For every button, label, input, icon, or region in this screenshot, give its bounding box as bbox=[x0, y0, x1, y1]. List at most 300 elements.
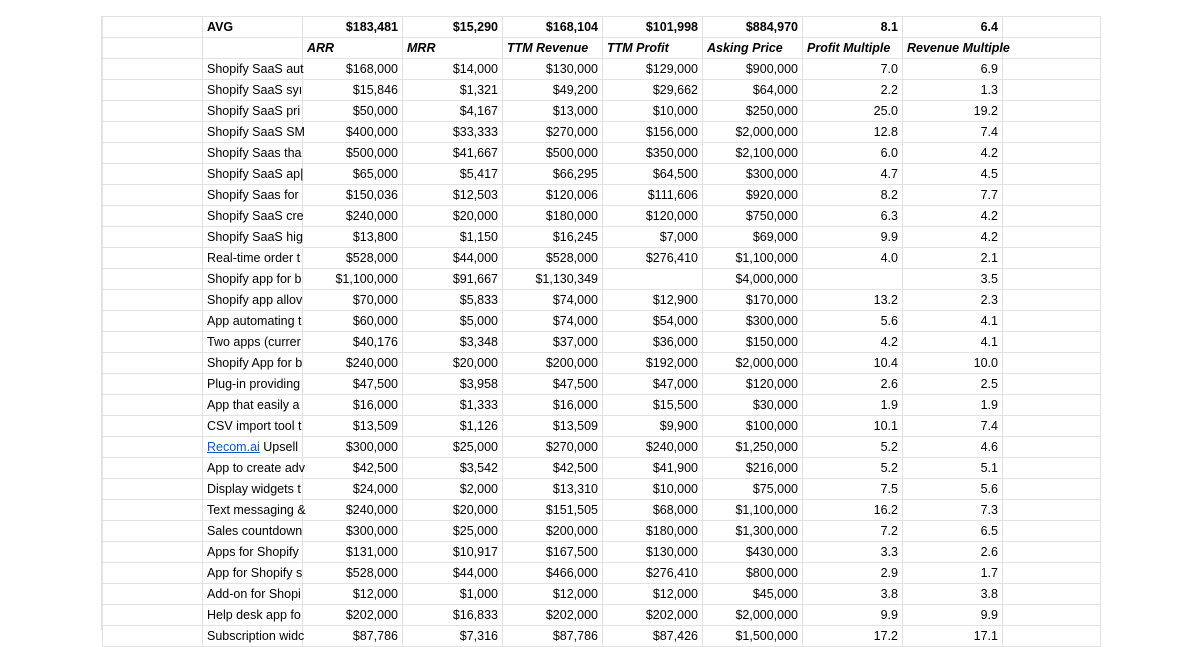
description-cell[interactable] bbox=[203, 437, 303, 458]
ttm-profit-cell[interactable]: $111,606 bbox=[603, 185, 703, 206]
arr-cell[interactable]: $87,786 bbox=[303, 626, 403, 647]
profit-multiple-cell[interactable]: 4.7 bbox=[803, 164, 903, 185]
arr-cell[interactable]: $13,509 bbox=[303, 416, 403, 437]
cell[interactable] bbox=[103, 332, 203, 353]
ttm-revenue-cell[interactable]: $12,000 bbox=[503, 584, 603, 605]
ttm-revenue-cell[interactable]: $16,000 bbox=[503, 395, 603, 416]
arr-cell[interactable]: $47,500 bbox=[303, 374, 403, 395]
asking-price-cell[interactable]: $900,000 bbox=[703, 59, 803, 80]
description-cell[interactable]: Shopify SaaS SM bbox=[203, 122, 303, 143]
cell[interactable] bbox=[1003, 143, 1101, 164]
asking-price-cell[interactable]: $2,100,000 bbox=[703, 143, 803, 164]
revenue-multiple-cell[interactable]: 7.4 bbox=[903, 416, 1003, 437]
profit-multiple-cell[interactable]: 10.1 bbox=[803, 416, 903, 437]
arr-cell[interactable]: $528,000 bbox=[303, 248, 403, 269]
cell[interactable] bbox=[1003, 458, 1101, 479]
description-cell[interactable]: App that easily a bbox=[203, 395, 303, 416]
cell[interactable] bbox=[1003, 59, 1101, 80]
ttm-profit-cell[interactable]: $12,000 bbox=[603, 584, 703, 605]
asking-price-cell[interactable]: $69,000 bbox=[703, 227, 803, 248]
profit-multiple-cell[interactable]: 5.2 bbox=[803, 437, 903, 458]
mrr-cell[interactable]: $1,000 bbox=[403, 584, 503, 605]
ttm-revenue-cell[interactable]: $49,200 bbox=[503, 80, 603, 101]
ttm-revenue-cell[interactable]: $167,500 bbox=[503, 542, 603, 563]
ttm-profit-cell[interactable]: $276,410 bbox=[603, 563, 703, 584]
description-cell[interactable]: Display widgets t bbox=[203, 479, 303, 500]
header-ttm-revenue[interactable]: TTM Revenue bbox=[503, 38, 603, 59]
description-cell[interactable]: Shopify SaaS syı bbox=[203, 80, 303, 101]
arr-cell[interactable]: $240,000 bbox=[303, 206, 403, 227]
description-cell[interactable]: Subscription widc bbox=[203, 626, 303, 647]
mrr-cell[interactable]: $14,000 bbox=[403, 59, 503, 80]
revenue-multiple-cell[interactable]: 19.2 bbox=[903, 101, 1003, 122]
description-cell[interactable]: Shopify Saas tha bbox=[203, 143, 303, 164]
cell[interactable] bbox=[1003, 101, 1101, 122]
description-cell[interactable]: Shopify app allov bbox=[203, 290, 303, 311]
mrr-cell[interactable]: $10,917 bbox=[403, 542, 503, 563]
revenue-multiple-cell[interactable]: 7.3 bbox=[903, 500, 1003, 521]
ttm-revenue-cell[interactable]: $74,000 bbox=[503, 290, 603, 311]
cell[interactable] bbox=[1003, 185, 1101, 206]
cell[interactable] bbox=[103, 542, 203, 563]
cell[interactable] bbox=[1003, 437, 1101, 458]
arr-cell[interactable]: $1,100,000 bbox=[303, 269, 403, 290]
ttm-revenue-cell[interactable]: $120,006 bbox=[503, 185, 603, 206]
ttm-profit-cell[interactable]: $192,000 bbox=[603, 353, 703, 374]
avg-label[interactable]: AVG bbox=[203, 17, 303, 38]
cell[interactable] bbox=[103, 185, 203, 206]
cell[interactable] bbox=[1003, 38, 1101, 59]
cell[interactable] bbox=[103, 458, 203, 479]
asking-price-cell[interactable]: $150,000 bbox=[703, 332, 803, 353]
description-cell[interactable]: Sales countdown bbox=[203, 521, 303, 542]
ttm-revenue-cell[interactable]: $47,500 bbox=[503, 374, 603, 395]
arr-cell[interactable]: $24,000 bbox=[303, 479, 403, 500]
profit-multiple-cell[interactable]: 13.2 bbox=[803, 290, 903, 311]
cell[interactable] bbox=[1003, 269, 1101, 290]
arr-cell[interactable]: $400,000 bbox=[303, 122, 403, 143]
asking-price-cell[interactable]: $250,000 bbox=[703, 101, 803, 122]
mrr-cell[interactable]: $1,333 bbox=[403, 395, 503, 416]
mrr-cell[interactable]: $3,348 bbox=[403, 332, 503, 353]
revenue-multiple-cell[interactable]: 10.0 bbox=[903, 353, 1003, 374]
asking-price-cell[interactable]: $1,100,000 bbox=[703, 500, 803, 521]
asking-price-cell[interactable]: $300,000 bbox=[703, 311, 803, 332]
revenue-multiple-cell[interactable]: 4.2 bbox=[903, 206, 1003, 227]
avg-mrr[interactable]: $15,290 bbox=[403, 17, 503, 38]
cell[interactable] bbox=[1003, 332, 1101, 353]
cell[interactable] bbox=[103, 605, 203, 626]
profit-multiple-cell[interactable]: 3.8 bbox=[803, 584, 903, 605]
arr-cell[interactable]: $131,000 bbox=[303, 542, 403, 563]
asking-price-cell[interactable]: $2,000,000 bbox=[703, 353, 803, 374]
description-cell[interactable]: Help desk app fo bbox=[203, 605, 303, 626]
ttm-revenue-cell[interactable]: $180,000 bbox=[503, 206, 603, 227]
cell[interactable] bbox=[1003, 227, 1101, 248]
ttm-revenue-cell[interactable]: $200,000 bbox=[503, 521, 603, 542]
profit-multiple-cell[interactable]: 7.0 bbox=[803, 59, 903, 80]
ttm-revenue-cell[interactable]: $202,000 bbox=[503, 605, 603, 626]
ttm-profit-cell[interactable]: $180,000 bbox=[603, 521, 703, 542]
ttm-revenue-cell[interactable]: $151,505 bbox=[503, 500, 603, 521]
mrr-cell[interactable]: $3,542 bbox=[403, 458, 503, 479]
mrr-cell[interactable]: $12,503 bbox=[403, 185, 503, 206]
description-cell[interactable]: App to create adv bbox=[203, 458, 303, 479]
cell[interactable] bbox=[103, 164, 203, 185]
ttm-profit-cell[interactable]: $10,000 bbox=[603, 479, 703, 500]
cell[interactable] bbox=[1003, 311, 1101, 332]
header-profit-multiple[interactable]: Profit Multiple bbox=[803, 38, 903, 59]
arr-cell[interactable]: $500,000 bbox=[303, 143, 403, 164]
cell[interactable] bbox=[103, 206, 203, 227]
cell[interactable] bbox=[203, 38, 303, 59]
profit-multiple-cell[interactable]: 5.2 bbox=[803, 458, 903, 479]
mrr-cell[interactable]: $44,000 bbox=[403, 248, 503, 269]
arr-cell[interactable]: $150,036 bbox=[303, 185, 403, 206]
cell[interactable] bbox=[1003, 206, 1101, 227]
profit-multiple-cell[interactable]: 5.6 bbox=[803, 311, 903, 332]
ttm-profit-cell[interactable]: $10,000 bbox=[603, 101, 703, 122]
ttm-revenue-cell[interactable]: $87,786 bbox=[503, 626, 603, 647]
mrr-cell[interactable]: $7,316 bbox=[403, 626, 503, 647]
asking-price-cell[interactable]: $750,000 bbox=[703, 206, 803, 227]
cell[interactable] bbox=[103, 269, 203, 290]
profit-multiple-cell[interactable]: 1.9 bbox=[803, 395, 903, 416]
profit-multiple-cell[interactable]: 2.6 bbox=[803, 374, 903, 395]
cell[interactable] bbox=[1003, 80, 1101, 101]
ttm-revenue-cell[interactable]: $1,130,349 bbox=[503, 269, 603, 290]
asking-price-cell[interactable]: $64,000 bbox=[703, 80, 803, 101]
cell[interactable] bbox=[103, 143, 203, 164]
avg-profit-multiple[interactable]: 8.1 bbox=[803, 17, 903, 38]
revenue-multiple-cell[interactable]: 4.2 bbox=[903, 227, 1003, 248]
revenue-multiple-cell[interactable]: 6.5 bbox=[903, 521, 1003, 542]
ttm-profit-cell[interactable]: $12,900 bbox=[603, 290, 703, 311]
mrr-cell[interactable]: $5,000 bbox=[403, 311, 503, 332]
cell[interactable] bbox=[1003, 122, 1101, 143]
description-cell[interactable]: Plug-in providing bbox=[203, 374, 303, 395]
arr-cell[interactable]: $13,800 bbox=[303, 227, 403, 248]
ttm-profit-cell[interactable] bbox=[603, 269, 703, 290]
ttm-revenue-cell[interactable]: $13,509 bbox=[503, 416, 603, 437]
mrr-cell[interactable]: $3,958 bbox=[403, 374, 503, 395]
profit-multiple-cell[interactable]: 7.2 bbox=[803, 521, 903, 542]
ttm-revenue-cell[interactable]: $500,000 bbox=[503, 143, 603, 164]
revenue-multiple-cell[interactable]: 4.6 bbox=[903, 437, 1003, 458]
ttm-revenue-cell[interactable]: $270,000 bbox=[503, 437, 603, 458]
asking-price-cell[interactable]: $30,000 bbox=[703, 395, 803, 416]
cell[interactable] bbox=[1003, 563, 1101, 584]
revenue-multiple-cell[interactable]: 17.1 bbox=[903, 626, 1003, 647]
asking-price-cell[interactable]: $170,000 bbox=[703, 290, 803, 311]
asking-price-cell[interactable]: $120,000 bbox=[703, 374, 803, 395]
cell[interactable] bbox=[1003, 500, 1101, 521]
mrr-cell[interactable]: $33,333 bbox=[403, 122, 503, 143]
cell[interactable] bbox=[1003, 479, 1101, 500]
revenue-multiple-cell[interactable]: 4.1 bbox=[903, 311, 1003, 332]
cell[interactable] bbox=[103, 479, 203, 500]
cell[interactable] bbox=[103, 101, 203, 122]
arr-cell[interactable]: $12,000 bbox=[303, 584, 403, 605]
mrr-cell[interactable]: $4,167 bbox=[403, 101, 503, 122]
asking-price-cell[interactable]: $100,000 bbox=[703, 416, 803, 437]
revenue-multiple-cell[interactable]: 2.5 bbox=[903, 374, 1003, 395]
revenue-multiple-cell[interactable]: 4.2 bbox=[903, 143, 1003, 164]
ttm-revenue-cell[interactable]: $270,000 bbox=[503, 122, 603, 143]
description-cell[interactable]: Shopify SaaS hig bbox=[203, 227, 303, 248]
avg-ttm-profit[interactable]: $101,998 bbox=[603, 17, 703, 38]
header-asking-price[interactable]: Asking Price bbox=[703, 38, 803, 59]
revenue-multiple-cell[interactable]: 5.1 bbox=[903, 458, 1003, 479]
arr-cell[interactable]: $240,000 bbox=[303, 353, 403, 374]
ttm-revenue-cell[interactable]: $528,000 bbox=[503, 248, 603, 269]
profit-multiple-cell[interactable]: 9.9 bbox=[803, 227, 903, 248]
revenue-multiple-cell[interactable]: 6.9 bbox=[903, 59, 1003, 80]
cell[interactable] bbox=[103, 248, 203, 269]
revenue-multiple-cell[interactable]: 2.3 bbox=[903, 290, 1003, 311]
profit-multiple-cell[interactable]: 16.2 bbox=[803, 500, 903, 521]
mrr-cell[interactable]: $91,667 bbox=[403, 269, 503, 290]
header-revenue-multiple[interactable]: Revenue Multiple bbox=[903, 38, 1003, 59]
revenue-multiple-cell[interactable]: 9.9 bbox=[903, 605, 1003, 626]
arr-cell[interactable]: $50,000 bbox=[303, 101, 403, 122]
cell[interactable] bbox=[1003, 542, 1101, 563]
revenue-multiple-cell[interactable]: 4.5 bbox=[903, 164, 1003, 185]
cell[interactable] bbox=[103, 227, 203, 248]
profit-multiple-cell[interactable]: 4.2 bbox=[803, 332, 903, 353]
profit-multiple-cell[interactable]: 6.3 bbox=[803, 206, 903, 227]
description-cell[interactable]: Shopify SaaS pri bbox=[203, 101, 303, 122]
profit-multiple-cell[interactable]: 6.0 bbox=[803, 143, 903, 164]
ttm-profit-cell[interactable]: $156,000 bbox=[603, 122, 703, 143]
ttm-profit-cell[interactable]: $47,000 bbox=[603, 374, 703, 395]
arr-cell[interactable]: $40,176 bbox=[303, 332, 403, 353]
arr-cell[interactable]: $240,000 bbox=[303, 500, 403, 521]
mrr-cell[interactable]: $41,667 bbox=[403, 143, 503, 164]
cell[interactable] bbox=[1003, 626, 1101, 647]
description-cell[interactable]: Shopify SaaS ap| bbox=[203, 164, 303, 185]
ttm-revenue-cell[interactable]: $130,000 bbox=[503, 59, 603, 80]
cell[interactable] bbox=[1003, 248, 1101, 269]
cell[interactable] bbox=[103, 290, 203, 311]
ttm-profit-cell[interactable]: $276,410 bbox=[603, 248, 703, 269]
asking-price-cell[interactable]: $1,500,000 bbox=[703, 626, 803, 647]
ttm-profit-cell[interactable]: $202,000 bbox=[603, 605, 703, 626]
description-cell[interactable]: Apps for Shopify bbox=[203, 542, 303, 563]
cell[interactable] bbox=[1003, 584, 1101, 605]
cell[interactable] bbox=[103, 17, 203, 38]
profit-multiple-cell[interactable]: 25.0 bbox=[803, 101, 903, 122]
profit-multiple-cell[interactable]: 2.2 bbox=[803, 80, 903, 101]
ttm-revenue-cell[interactable]: $13,310 bbox=[503, 479, 603, 500]
ttm-profit-cell[interactable]: $240,000 bbox=[603, 437, 703, 458]
description-cell[interactable]: Real-time order t bbox=[203, 248, 303, 269]
cell[interactable] bbox=[103, 437, 203, 458]
mrr-cell[interactable]: $44,000 bbox=[403, 563, 503, 584]
asking-price-cell[interactable]: $45,000 bbox=[703, 584, 803, 605]
listing-link[interactable]: Recom.ai bbox=[207, 439, 260, 454]
revenue-multiple-cell[interactable]: 3.8 bbox=[903, 584, 1003, 605]
mrr-cell[interactable]: $20,000 bbox=[403, 500, 503, 521]
revenue-multiple-cell[interactable]: 7.4 bbox=[903, 122, 1003, 143]
description-cell[interactable]: Add-on for Shopi bbox=[203, 584, 303, 605]
ttm-profit-cell[interactable]: $350,000 bbox=[603, 143, 703, 164]
profit-multiple-cell[interactable]: 4.0 bbox=[803, 248, 903, 269]
asking-price-cell[interactable]: $430,000 bbox=[703, 542, 803, 563]
ttm-revenue-cell[interactable]: $74,000 bbox=[503, 311, 603, 332]
header-arr[interactable]: ARR bbox=[303, 38, 403, 59]
cell[interactable] bbox=[103, 395, 203, 416]
ttm-profit-cell[interactable]: $29,662 bbox=[603, 80, 703, 101]
cell[interactable] bbox=[1003, 374, 1101, 395]
cell[interactable] bbox=[1003, 17, 1101, 38]
revenue-multiple-cell[interactable]: 5.6 bbox=[903, 479, 1003, 500]
ttm-profit-cell[interactable]: $7,000 bbox=[603, 227, 703, 248]
arr-cell[interactable]: $528,000 bbox=[303, 563, 403, 584]
mrr-cell[interactable]: $16,833 bbox=[403, 605, 503, 626]
ttm-profit-cell[interactable]: $41,900 bbox=[603, 458, 703, 479]
description-cell[interactable]: Text messaging & bbox=[203, 500, 303, 521]
description-cell[interactable]: CSV import tool t bbox=[203, 416, 303, 437]
ttm-profit-cell[interactable]: $68,000 bbox=[603, 500, 703, 521]
profit-multiple-cell[interactable]: 2.9 bbox=[803, 563, 903, 584]
revenue-multiple-cell[interactable]: 1.7 bbox=[903, 563, 1003, 584]
ttm-revenue-cell[interactable]: $37,000 bbox=[503, 332, 603, 353]
ttm-profit-cell[interactable]: $87,426 bbox=[603, 626, 703, 647]
revenue-multiple-cell[interactable]: 2.6 bbox=[903, 542, 1003, 563]
cell[interactable] bbox=[1003, 605, 1101, 626]
cell[interactable] bbox=[103, 122, 203, 143]
description-cell[interactable]: App for Shopify s bbox=[203, 563, 303, 584]
cell[interactable] bbox=[103, 500, 203, 521]
cell[interactable] bbox=[103, 38, 203, 59]
arr-cell[interactable]: $15,846 bbox=[303, 80, 403, 101]
profit-multiple-cell[interactable]: 12.8 bbox=[803, 122, 903, 143]
revenue-multiple-cell[interactable]: 7.7 bbox=[903, 185, 1003, 206]
cell[interactable] bbox=[1003, 353, 1101, 374]
mrr-cell[interactable]: $25,000 bbox=[403, 521, 503, 542]
arr-cell[interactable]: $300,000 bbox=[303, 521, 403, 542]
cell[interactable] bbox=[103, 563, 203, 584]
mrr-cell[interactable]: $1,126 bbox=[403, 416, 503, 437]
ttm-revenue-cell[interactable]: $13,000 bbox=[503, 101, 603, 122]
avg-asking-price[interactable]: $884,970 bbox=[703, 17, 803, 38]
avg-ttm-revenue[interactable]: $168,104 bbox=[503, 17, 603, 38]
ttm-revenue-cell[interactable]: $66,295 bbox=[503, 164, 603, 185]
mrr-cell[interactable]: $5,833 bbox=[403, 290, 503, 311]
revenue-multiple-cell[interactable]: 2.1 bbox=[903, 248, 1003, 269]
mrr-cell[interactable]: $20,000 bbox=[403, 353, 503, 374]
revenue-multiple-cell[interactable]: 4.1 bbox=[903, 332, 1003, 353]
mrr-cell[interactable]: $5,417 bbox=[403, 164, 503, 185]
asking-price-cell[interactable]: $2,000,000 bbox=[703, 122, 803, 143]
cell[interactable] bbox=[1003, 395, 1101, 416]
profit-multiple-cell[interactable]: 17.2 bbox=[803, 626, 903, 647]
mrr-cell[interactable]: $20,000 bbox=[403, 206, 503, 227]
description-cell[interactable]: Shopify app for b bbox=[203, 269, 303, 290]
description-cell[interactable]: Shopify App for b bbox=[203, 353, 303, 374]
description-cell[interactable]: Shopify Saas for bbox=[203, 185, 303, 206]
profit-multiple-cell[interactable]: 9.9 bbox=[803, 605, 903, 626]
ttm-profit-cell[interactable]: $9,900 bbox=[603, 416, 703, 437]
arr-cell[interactable]: $60,000 bbox=[303, 311, 403, 332]
arr-cell[interactable]: $70,000 bbox=[303, 290, 403, 311]
profit-multiple-cell[interactable]: 8.2 bbox=[803, 185, 903, 206]
header-ttm-profit[interactable]: TTM Profit bbox=[603, 38, 703, 59]
profit-multiple-cell[interactable]: 3.3 bbox=[803, 542, 903, 563]
cell[interactable] bbox=[1003, 164, 1101, 185]
asking-price-cell[interactable]: $216,000 bbox=[703, 458, 803, 479]
avg-arr[interactable]: $183,481 bbox=[303, 17, 403, 38]
cell[interactable] bbox=[103, 584, 203, 605]
arr-cell[interactable]: $202,000 bbox=[303, 605, 403, 626]
ttm-revenue-cell[interactable]: $466,000 bbox=[503, 563, 603, 584]
cell[interactable] bbox=[103, 416, 203, 437]
asking-price-cell[interactable]: $4,000,000 bbox=[703, 269, 803, 290]
description-cell[interactable]: Shopify SaaS aut bbox=[203, 59, 303, 80]
ttm-profit-cell[interactable]: $15,500 bbox=[603, 395, 703, 416]
profit-multiple-cell[interactable]: 10.4 bbox=[803, 353, 903, 374]
ttm-profit-cell[interactable]: $54,000 bbox=[603, 311, 703, 332]
arr-cell[interactable]: $16,000 bbox=[303, 395, 403, 416]
arr-cell[interactable]: $42,500 bbox=[303, 458, 403, 479]
ttm-revenue-cell[interactable]: $200,000 bbox=[503, 353, 603, 374]
cell[interactable] bbox=[103, 80, 203, 101]
profit-multiple-cell[interactable]: 7.5 bbox=[803, 479, 903, 500]
cell[interactable] bbox=[1003, 290, 1101, 311]
asking-price-cell[interactable]: $1,100,000 bbox=[703, 248, 803, 269]
cell[interactable] bbox=[103, 353, 203, 374]
cell[interactable] bbox=[1003, 521, 1101, 542]
ttm-revenue-cell[interactable]: $42,500 bbox=[503, 458, 603, 479]
revenue-multiple-cell[interactable]: 1.3 bbox=[903, 80, 1003, 101]
asking-price-cell[interactable]: $300,000 bbox=[703, 164, 803, 185]
profit-multiple-cell[interactable] bbox=[803, 269, 903, 290]
description-cell[interactable]: Shopify SaaS cre bbox=[203, 206, 303, 227]
asking-price-cell[interactable]: $920,000 bbox=[703, 185, 803, 206]
arr-cell[interactable]: $300,000 bbox=[303, 437, 403, 458]
asking-price-cell[interactable]: $2,000,000 bbox=[703, 605, 803, 626]
ttm-profit-cell[interactable]: $120,000 bbox=[603, 206, 703, 227]
ttm-profit-cell[interactable]: $64,500 bbox=[603, 164, 703, 185]
asking-price-cell[interactable]: $1,250,000 bbox=[703, 437, 803, 458]
avg-revenue-multiple[interactable]: 6.4 bbox=[903, 17, 1003, 38]
ttm-profit-cell[interactable]: $36,000 bbox=[603, 332, 703, 353]
mrr-cell[interactable]: $1,150 bbox=[403, 227, 503, 248]
header-mrr[interactable]: MRR bbox=[403, 38, 503, 59]
mrr-cell[interactable]: $25,000 bbox=[403, 437, 503, 458]
ttm-profit-cell[interactable]: $130,000 bbox=[603, 542, 703, 563]
ttm-profit-cell[interactable]: $129,000 bbox=[603, 59, 703, 80]
asking-price-cell[interactable]: $75,000 bbox=[703, 479, 803, 500]
revenue-multiple-cell[interactable]: 1.9 bbox=[903, 395, 1003, 416]
cell[interactable] bbox=[103, 59, 203, 80]
cell[interactable] bbox=[103, 311, 203, 332]
description-cell[interactable]: Two apps (currer bbox=[203, 332, 303, 353]
asking-price-cell[interactable]: $800,000 bbox=[703, 563, 803, 584]
arr-cell[interactable]: $168,000 bbox=[303, 59, 403, 80]
revenue-multiple-cell[interactable]: 3.5 bbox=[903, 269, 1003, 290]
arr-cell[interactable]: $65,000 bbox=[303, 164, 403, 185]
description-cell[interactable]: App automating t bbox=[203, 311, 303, 332]
cell[interactable] bbox=[103, 626, 203, 647]
mrr-cell[interactable]: $1,321 bbox=[403, 80, 503, 101]
cell[interactable] bbox=[103, 374, 203, 395]
asking-price-cell[interactable]: $1,300,000 bbox=[703, 521, 803, 542]
ttm-revenue-cell[interactable]: $16,245 bbox=[503, 227, 603, 248]
mrr-cell[interactable]: $2,000 bbox=[403, 479, 503, 500]
cell[interactable] bbox=[1003, 416, 1101, 437]
